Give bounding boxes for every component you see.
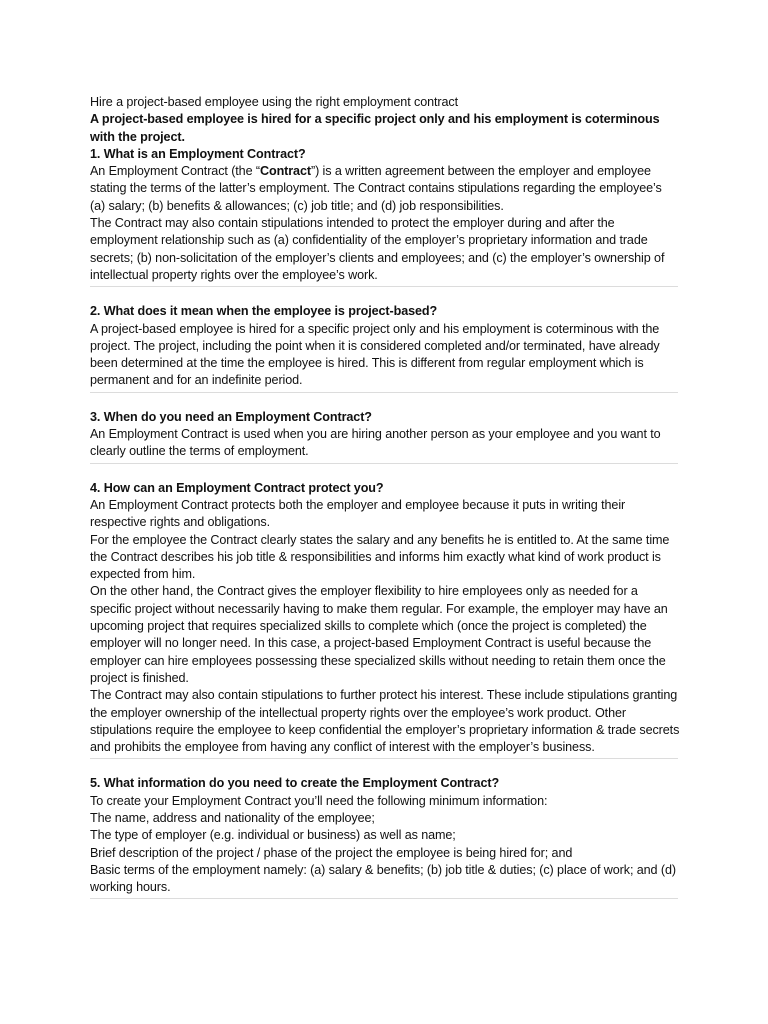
section-divider — [90, 286, 678, 287]
section-paragraph: The name, address and nationality of the employee; — [90, 810, 375, 825]
section-4 — [90, 480, 680, 760]
section-1 — [90, 146, 680, 287]
section-3 — [90, 409, 680, 464]
section-divider — [90, 463, 678, 464]
section-divider — [90, 392, 678, 393]
section-heading: 3. When do you need an Employment Contract? — [90, 409, 372, 424]
section-paragraph: An Employment Contract is used when you are hiring another person as your employee and you want to clearly outline the terms of employment. — [90, 427, 661, 459]
section-paragraph — [90, 163, 680, 215]
section-paragraph: An Employment Contract protects both the employer and employee because it puts in writing their respective rights and obligations. — [90, 497, 626, 530]
document-intro: A project-based employee is hired for a specific project only and his employment is coterminous with the project. — [90, 112, 660, 144]
section-paragraph: The Contract may also contain stipulations to further protect his interest. These include stipulations granting the employer ownership of the intellectual property rights over the employee’s work product. Other stipulations require the employee to keep confidential the employer’s proprietary information & trade secrets and prohibits the employee from having any conflict of interest with the employer’s business. — [90, 688, 680, 755]
section-divider — [90, 758, 678, 759]
section-paragraph: On the other hand, the Contract gives the employer flexibility to hire employees only as needed for a specific project without necessarily having to make them regular. For example, the employer may have an upcoming project that requires specialized skills to complete which (once the project is completed) the employer will no longer need. In this case, a project-based Employment Contract is useful because the employer can hire employees possessing these specialized skills without needing to retain them once the project is finished. — [90, 584, 668, 685]
section-paragraph: To create your Employment Contract you’ll need the following minimum information: — [90, 793, 548, 808]
section-heading: 4. How can an Employment Contract protect you? — [90, 480, 384, 495]
section-divider — [90, 898, 678, 899]
section-heading: 5. What information do you need to create the Employment Contract? — [90, 776, 500, 791]
section-heading: 2. What does it mean when the employee is project-based? — [90, 304, 438, 319]
section-heading: 1. What is an Employment Contract? — [90, 146, 306, 161]
document-title: Hire a project-based employee using the right employment contract — [90, 95, 459, 109]
section-paragraph: Basic terms of the employment namely: (a) salary & benefits; (b) job title & duties; (c) place of work; and (d) working hours. — [90, 862, 676, 895]
section-2 — [90, 303, 680, 392]
paragraph-text: ”) is a written agreement between the employer and employee stating the terms of the latter’s employment. The Contract contains stipulations regarding the employee’s (a) salary; (b) benefits & allowances; (c) job title; and (d) job responsibilities. — [90, 164, 662, 213]
defined-term: Contract — [259, 164, 311, 179]
section-5 — [90, 775, 680, 899]
paragraph-text: An Employment Contract (the “ — [90, 164, 260, 179]
section-paragraph: The type of employer (e.g. individual or business) as well as name; — [90, 828, 456, 843]
section-paragraph: Brief description of the project / phase of the project the employee is being hired for; and — [90, 845, 573, 860]
section-paragraph: For the employee the Contract clearly states the salary and any benefits he is entitled to. At the same time the Contract describes his job title & responsibilities and informs him exactly what kind of work product is expected from him. — [90, 532, 670, 582]
section-paragraph: The Contract may also contain stipulations intended to protect the employer during and after the employment relationship such as (a) confidentiality of the employer’s proprietary information and trade secrets; (b) non-solicitation of the employer’s clients and employees; and (c) the employer’s ownership of intellectual property rights over the employee’s work. — [90, 216, 665, 282]
section-paragraph: A project-based employee is hired for a specific project only and his employment is coterminous with the project. The project, including the point when it is considered completed and/or terminated, have already been determined at the time the employee is hired. This is different from regular employment which is permanent and for an indefinite period. — [90, 321, 660, 388]
